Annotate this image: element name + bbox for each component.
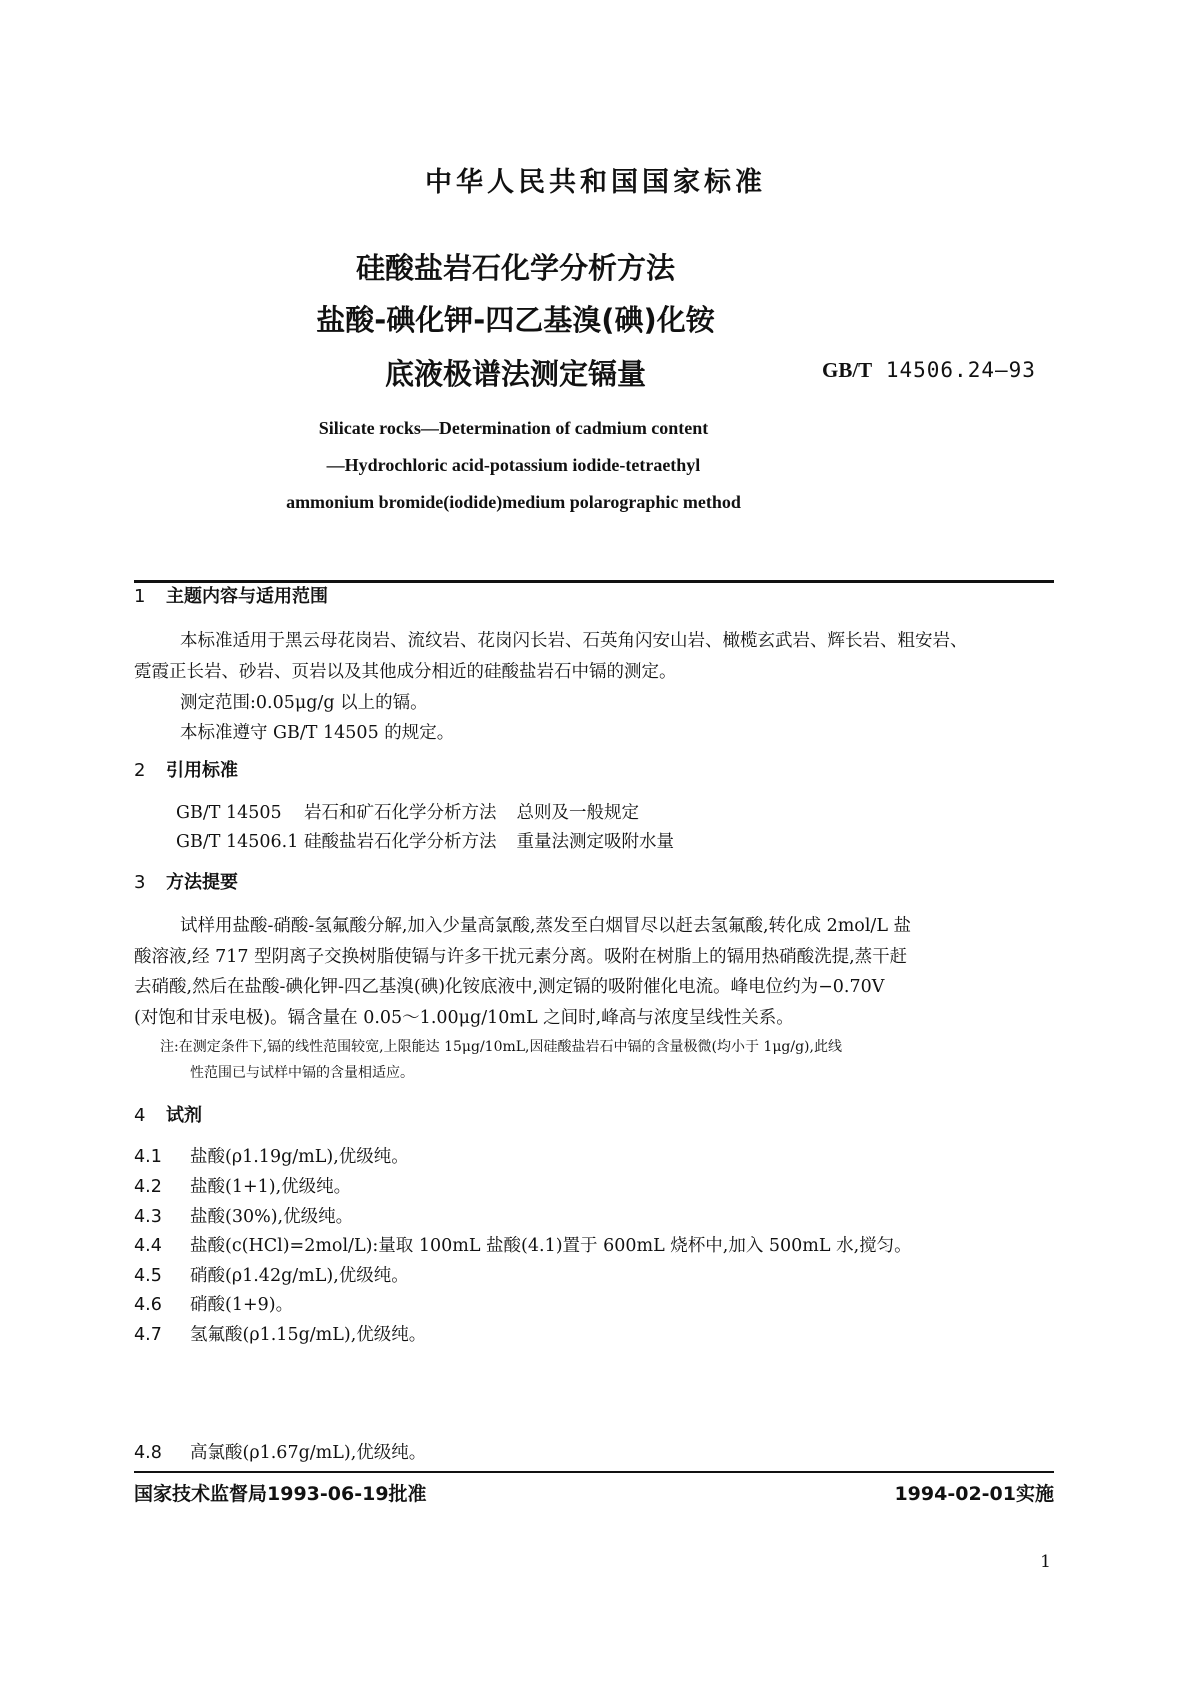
- reference-title: 硅酸盐岩石化学分析方法: [304, 832, 497, 852]
- reagent-number: 4.4: [134, 1236, 162, 1256]
- english-title-line-2: —Hydrochloric acid-potassium iodide-tetraethyl: [326, 455, 701, 475]
- reference-item: [176, 799, 639, 824]
- reagent-item: [134, 1439, 426, 1464]
- implementation-date: 1994-02-01实施: [894, 1483, 1054, 1505]
- section-title: 主题内容与适用范围: [166, 586, 328, 607]
- s3-line3: 去硝酸,然后在盐酸-碘化钾-四乙基溴(碘)化铵底液中,测定镉的吸附催化电流。峰电位约为−0.70V: [134, 977, 885, 997]
- english-title-line-1: Silicate rocks—Determination of cadmium content: [318, 418, 709, 438]
- reagent-text: 盐酸(ρ1.19g/mL),优级纯。: [190, 1147, 409, 1167]
- reagent-number: 4.1: [134, 1147, 162, 1167]
- reference-subtitle: 重量法测定吸附水量: [516, 832, 674, 852]
- reagent-text: 氢氟酸(ρ1.15g/mL),优级纯。: [190, 1325, 427, 1345]
- reference-code: GB/T 14506.1: [176, 832, 299, 852]
- reagent-text: 硝酸(ρ1.42g/mL),优级纯。: [190, 1266, 409, 1286]
- reagent-item: [134, 1262, 409, 1287]
- reference-code: GB/T 14505: [176, 803, 282, 823]
- reagent-number: 4.3: [134, 1207, 162, 1227]
- reagent-number: 4.5: [134, 1266, 162, 1286]
- reagent-number: 4.6: [134, 1295, 162, 1315]
- reagent-text: 盐酸(c(HCl)=2mol/L):量取 100mL 盐酸(4.1)置于 600mL 烧杯中,加入 500mL 水,搅匀。: [190, 1236, 912, 1256]
- title-line-1: 硅酸盐岩石化学分析方法: [355, 251, 675, 285]
- reference-title: 岩石和矿石化学分析方法: [304, 803, 497, 823]
- s3-note-line1: 注:在测定条件下,镉的线性范围较宽,上限能达 15μg/10mL,因硅酸盐岩石中镉的含量极微(均小于 1μg/g),此线: [160, 1039, 842, 1055]
- reagent-text: 盐酸(30%),优级纯。: [190, 1207, 354, 1227]
- section-number: 1: [134, 586, 146, 607]
- footer-divider: [134, 1471, 1054, 1473]
- english-title-line-3: ammonium bromide(iodide)medium polarographic method: [286, 492, 741, 512]
- standard-code-prefix: GB/T: [822, 358, 873, 382]
- reagent-item: [134, 1321, 426, 1346]
- title-line-2: 盐酸-碘化钾-四乙基溴(碘)化铵: [316, 303, 715, 337]
- page-number: 1: [1040, 1552, 1051, 1572]
- s1-para3: 本标准遵守 GB/T 14505 的规定。: [180, 723, 455, 743]
- reagent-number: 4.7: [134, 1325, 162, 1345]
- national-standard-heading: 中华人民共和国国家标准: [425, 167, 766, 198]
- section-4-heading: [134, 1101, 202, 1127]
- s3-line2: 酸溶液,经 717 型阴离子交换树脂使镉与许多干扰元素分离。吸附在树脂上的镉用热硝酸洗提,蒸干赶: [134, 947, 908, 967]
- s1-para1-line1: 本标准适用于黑云母花岗岩、流纹岩、花岗闪长岩、石英角闪安山岩、橄榄玄武岩、辉长岩、粗安岩、: [180, 631, 968, 651]
- reference-subtitle: 总则及一般规定: [516, 803, 639, 823]
- section-title: 试剂: [166, 1105, 202, 1126]
- reagent-item: [134, 1232, 912, 1257]
- section-title: 引用标准: [166, 760, 238, 781]
- reagent-item: [134, 1291, 293, 1316]
- s3-note-line2: 性范围已与试样中镉的含量相适应。: [190, 1065, 414, 1081]
- standard-code-number: 14506.24—93: [885, 358, 1036, 382]
- approval-date: 国家技术监督局1993-06-19批准: [134, 1483, 427, 1505]
- title-line-3: 底液极谱法测定镉量: [384, 357, 646, 391]
- reference-item: [176, 828, 674, 853]
- reagent-number: 4.2: [134, 1177, 162, 1197]
- reagent-item: [134, 1173, 351, 1198]
- s1-para2: 测定范围:0.05μg/g 以上的镉。: [180, 693, 428, 713]
- reagent-text: 盐酸(1+1),优级纯。: [190, 1177, 352, 1197]
- reagent-text: 硝酸(1+9)。: [190, 1295, 294, 1315]
- section-title: 方法提要: [166, 872, 238, 893]
- section-number: 2: [134, 760, 146, 781]
- reagent-number: 4.8: [134, 1443, 162, 1463]
- section-number: 3: [134, 872, 146, 893]
- reagent-item: [134, 1203, 353, 1228]
- s3-line1: 试样用盐酸-硝酸-氢氟酸分解,加入少量高氯酸,蒸发至白烟冒尽以赶去氢氟酸,转化成 2mol/L 盐: [180, 916, 912, 936]
- s3-line4: (对饱和甘汞电极)。镉含量在 0.05～1.00μg/10mL 之间时,峰高与浓度呈线性关系。: [134, 1008, 794, 1028]
- section-number: 4: [134, 1105, 146, 1126]
- section-3-heading: [134, 868, 238, 894]
- section-2-heading: [134, 756, 238, 782]
- s1-para1-line2: 霓霞正长岩、砂岩、页岩以及其他成分相近的硅酸盐岩石中镉的测定。: [134, 662, 677, 682]
- reagent-item: [134, 1143, 409, 1168]
- section-1-heading: [134, 582, 328, 608]
- standard-code: [822, 358, 1036, 383]
- reagent-text: 高氯酸(ρ1.67g/mL),优级纯。: [190, 1443, 427, 1463]
